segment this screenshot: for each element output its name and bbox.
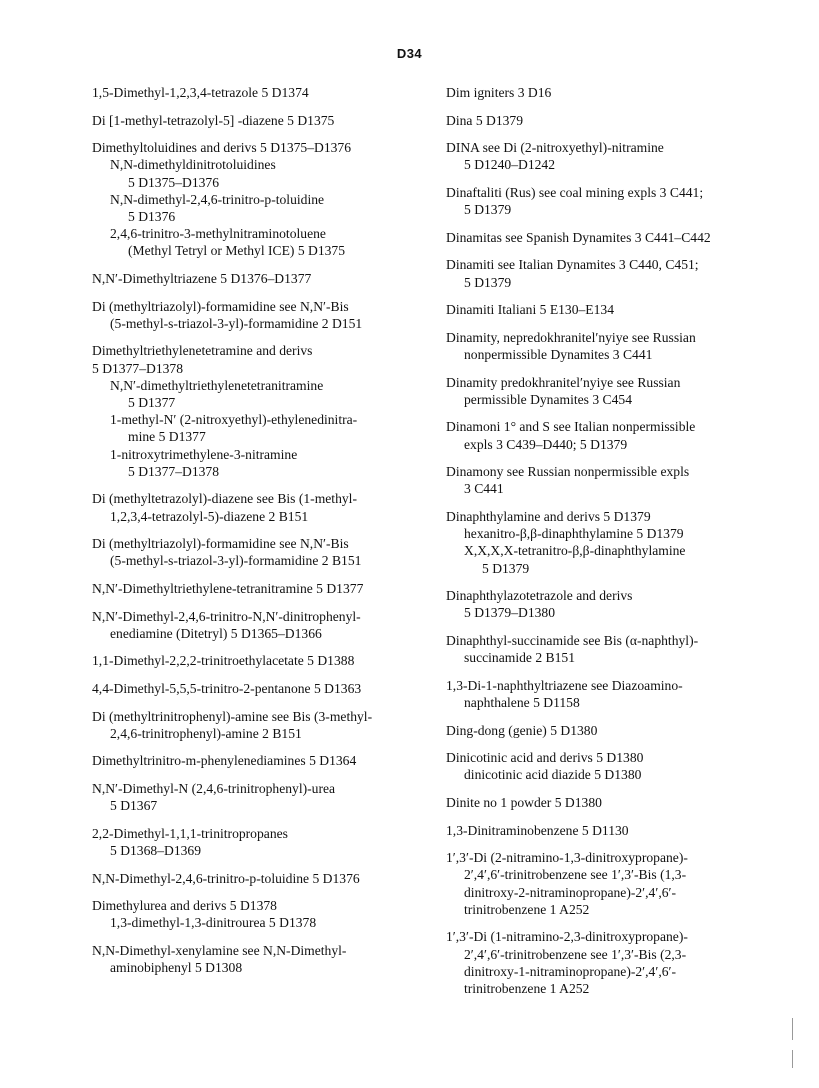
entry-heading: Dimethyltrinitro-m-phenylenediamines 5 D1364: [92, 753, 357, 769]
entry-heading: 1′,3′-Di (1-nitramino-2,3-dinitroxypropane)-: [446, 929, 688, 945]
index-entry: [92, 680, 422, 697]
entry-subline: 5 D1379: [482, 560, 530, 576]
entry-subline: 1,3-dimethyl-1,3-dinitrourea 5 D1378: [110, 915, 317, 931]
entry-subline: enediamine (Ditetryl) 5 D1365–D1366: [110, 625, 322, 641]
entry-heading: Di (methyltrinitrophenyl)-amine see Bis (3-methyl-: [92, 708, 373, 724]
entry-heading: 1,5-Dimethyl-1,2,3,4-tetrazole 5 D1374: [92, 85, 309, 100]
scan-edge-mark: [792, 1018, 793, 1040]
entry-heading: N,N′-Dimethyl-N (2,4,6-trinitrophenyl)-urea: [92, 780, 336, 796]
index-entry: [92, 342, 422, 480]
entry-subline: dinitroxy-2-nitraminopropane)-2′,4′,6′-: [464, 884, 677, 900]
entry-subline: (5-methyl-s-triazol-3-yl)-formamidine 2 D151: [110, 315, 363, 331]
entry-subline: 5 D1368–D1369: [110, 842, 202, 858]
index-entry: [92, 608, 422, 642]
entry-heading: Di (methyltriazolyl)-formamidine see N,N′-Bis: [92, 298, 349, 314]
index-entry: [446, 822, 786, 839]
entry-heading: Dinaphthyl-succinamide see Bis (α-naphthyl)-: [446, 632, 699, 648]
entry-subline: N,N′-dimethyltriethylenetetranitramine: [110, 377, 324, 393]
index-entry: [446, 794, 786, 811]
entry-heading: N,N′-Dimethyltriethylene-tetranitramine 5 D1377: [92, 581, 364, 596]
index-entry: [446, 374, 786, 408]
entry-heading: Dinamitas see Spanish Dynamites 3 C441–C442: [446, 229, 711, 245]
entry-heading: Dimethyltriethylenetetramine and derivs: [92, 343, 313, 359]
entry-subline: X,X,X,X-tetranitro-β,β-dinaphthylamine: [464, 543, 686, 559]
entry-heading: N,N-Dimethyl-2,4,6-trinitro-p-toluidine 5 D1376: [92, 870, 360, 886]
index-entry: [446, 229, 786, 246]
entry-heading: Dinaphthylamine and derivs 5 D1379: [446, 508, 651, 524]
index-entry: [92, 652, 422, 669]
entry-heading: 1,1-Dimethyl-2,2,2-trinitroethylacetate 5 D1388: [92, 653, 355, 669]
index-entry: [446, 587, 786, 621]
entry-subline: trinitrobenzene 1 A252: [464, 901, 590, 917]
entry-subline: aminobiphenyl 5 D1308: [110, 960, 243, 976]
entry-subline: 5 D1377–D1378: [128, 463, 220, 479]
index-column-left: [92, 84, 422, 987]
index-entry: [446, 301, 786, 318]
entry-heading: Dinamony see Russian nonpermissible expls: [446, 464, 690, 480]
entry-heading: 4,4-Dimethyl-5,5,5-trinitro-2-pentanone 5 D1363: [92, 680, 362, 696]
entry-subline: 1,2,3,4-tetrazolyl-5)-diazene 2 B151: [110, 508, 309, 524]
index-entry: [92, 535, 422, 569]
index-entry: [92, 298, 422, 332]
entry-subline: N,N-dimethyl-2,4,6-trinitro-p-toluidine: [110, 191, 325, 207]
entry-heading: Dimethyltoluidines and derivs 5 D1375–D1376: [92, 140, 352, 156]
index-entry: [446, 928, 786, 997]
index-entry: [446, 749, 786, 783]
entry-subline: 5 D1367: [110, 798, 158, 814]
index-entry: [446, 256, 786, 290]
entry-subline: 5 D1376: [128, 209, 176, 224]
index-entry: [92, 112, 422, 129]
index-entry: [92, 84, 422, 101]
index-entry: [446, 139, 786, 173]
entry-heading: Dim igniters 3 D16: [446, 85, 552, 100]
index-entry: [446, 418, 786, 452]
entry-subline: 5 D1377: [128, 395, 176, 410]
index-entry: [92, 780, 422, 814]
index-entry: [446, 722, 786, 739]
entry-subline: succinamide 2 B151: [464, 650, 575, 666]
entry-heading: Di (methyltriazolyl)-formamidine see N,N′-Bis: [92, 536, 349, 552]
entry-heading: 2,2-Dimethyl-1,1,1-trinitropropanes: [92, 825, 288, 841]
entry-subline: 5 D1379–D1380: [464, 605, 556, 621]
entry-subline: 2′,4′,6′-trinitrobenzene see 1′,3′-Bis (1,3-: [464, 867, 687, 883]
scan-edge-mark: [792, 1050, 793, 1068]
entry-heading: Dinamity, nepredokhranitel′nyiye see Russian: [446, 329, 696, 345]
index-entry: [92, 708, 422, 742]
entry-subline: 3 C441: [464, 481, 504, 497]
index-entry: [92, 942, 422, 976]
index-entry: [446, 184, 786, 218]
entry-heading: Dinaftaliti (Rus) see coal mining expls 3 C441;: [446, 184, 704, 200]
entry-heading: Dinite no 1 powder 5 D1380: [446, 794, 602, 810]
index-entry: [446, 677, 786, 711]
entry-heading: 1,3-Dinitraminobenzene 5 D1130: [446, 822, 629, 838]
index-entry: [446, 632, 786, 666]
index-entry: [446, 463, 786, 497]
entry-heading: DINA see Di (2-nitroxyethyl)-nitramine: [446, 140, 664, 156]
index-entry: [92, 825, 422, 859]
index-entry: [446, 508, 786, 577]
entry-subline: 5 D1375–D1376: [128, 174, 220, 190]
index-entry: [92, 270, 422, 287]
entry-subline: expls 3 C439–D440; 5 D1379: [464, 436, 628, 452]
entry-heading: Dimethylurea and derivs 5 D1378: [92, 898, 277, 914]
entry-subline: 5 D1377–D1378: [92, 360, 184, 376]
entry-subline: nonpermissible Dynamites 3 C441: [464, 346, 653, 362]
entry-heading: Dina 5 D1379: [446, 112, 524, 128]
entry-heading: N,N′-Dimethyl-2,4,6-trinitro-N,N′-dinitrophenyl-: [92, 608, 361, 624]
entry-heading: Ding-dong (genie) 5 D1380: [446, 722, 598, 738]
entry-subline: 2,4,6-trinitrophenyl)-amine 2 B151: [110, 725, 302, 741]
index-column-right: [446, 84, 786, 1008]
entry-subline: N,N-dimethyldinitrotoluidines: [110, 157, 276, 173]
entry-heading: Dinamiti Italiani 5 E130–E134: [446, 302, 615, 318]
entry-subline: hexanitro-β,β-dinaphthylamine 5 D1379: [464, 526, 684, 542]
entry-subline: trinitrobenzene 1 A252: [464, 980, 590, 996]
entry-heading: Dinamity predokhranitel′nyiye see Russian: [446, 374, 681, 390]
index-entry: [446, 112, 786, 129]
entry-subline: 1-nitroxytrimethylene-3-nitramine: [110, 446, 298, 462]
index-entry: [92, 139, 422, 259]
entry-subline: naphthalene 5 D1158: [464, 694, 580, 710]
index-entry: [446, 329, 786, 363]
entry-subline: (Methyl Tetryl or Methyl ICE) 5 D1375: [128, 243, 346, 259]
entry-subline: 5 D1240–D1242: [464, 157, 556, 173]
entry-subline: 2′,4′,6′-trinitrobenzene see 1′,3′-Bis (2,3-: [464, 946, 687, 962]
page-header: D34: [396, 46, 423, 61]
entry-subline: (5-methyl-s-triazol-3-yl)-formamidine 2 B151: [110, 553, 362, 569]
entry-heading: Dinaphthylazotetrazole and derivs: [446, 588, 633, 604]
entry-heading: Di (methyltetrazolyl)-diazene see Bis (1-methyl-: [92, 491, 357, 507]
entry-heading: N,N′-Dimethyltriazene 5 D1376–D1377: [92, 271, 312, 286]
entry-subline: 1-methyl-N′ (2-nitroxyethyl)-ethylenedinitra-: [110, 412, 358, 428]
entry-subline: permissible Dynamites 3 C454: [464, 391, 633, 407]
index-entry: [92, 897, 422, 931]
index-entry: [92, 490, 422, 524]
entry-subline: 5 D1379: [464, 274, 512, 290]
entry-subline: 5 D1379: [464, 202, 512, 218]
index-entry: [92, 870, 422, 887]
entry-heading: Dinamoni 1° and S see Italian nonpermissible: [446, 419, 696, 435]
entry-heading: 1,3-Di-1-naphthyltriazene see Diazoamino-: [446, 677, 683, 693]
entry-subline: dinitroxy-1-nitraminopropane)-2′,4′,6′-: [464, 963, 677, 979]
entry-subline: dinicotinic acid diazide 5 D1380: [464, 767, 642, 783]
index-entry: [92, 580, 422, 597]
entry-heading: Dinicotinic acid and derivs 5 D1380: [446, 750, 644, 766]
entry-heading: Di [1-methyl-tetrazolyl-5] -diazene 5 D1375: [92, 112, 335, 128]
index-entry: [446, 849, 786, 918]
index-entry: [446, 84, 786, 101]
entry-heading: 1′,3′-Di (2-nitramino-1,3-dinitroxypropane)-: [446, 850, 688, 866]
entry-subline: 2,4,6-trinitro-3-methylnitraminotoluene: [110, 226, 326, 242]
entry-heading: Dinamiti see Italian Dynamites 3 C440, C451;: [446, 257, 699, 273]
index-entry: [92, 752, 422, 769]
entry-heading: N,N-Dimethyl-xenylamine see N,N-Dimethyl-: [92, 942, 347, 958]
entry-subline: mine 5 D1377: [128, 429, 206, 445]
